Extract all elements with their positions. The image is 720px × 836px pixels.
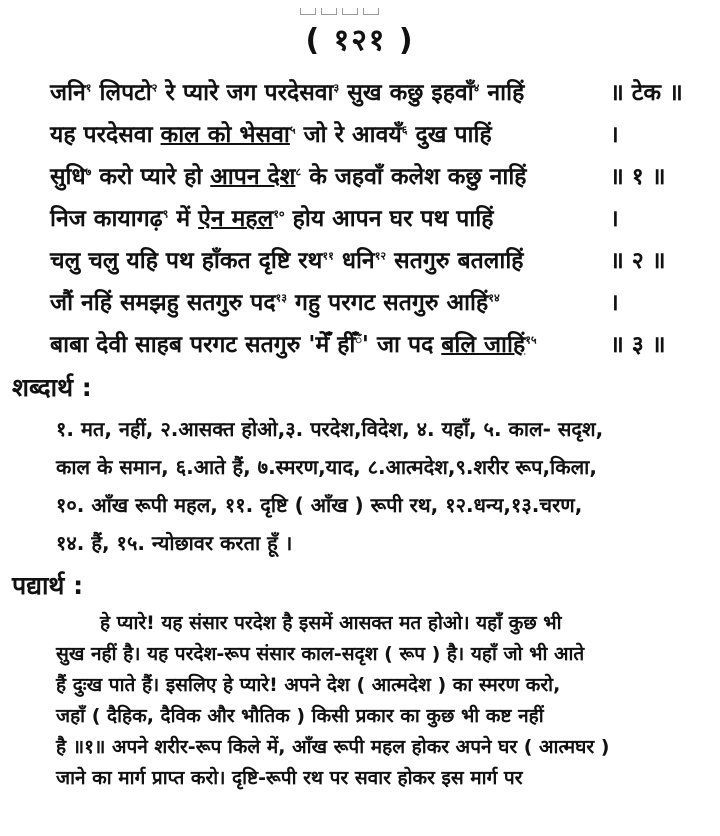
verse-line xyxy=(0,156,720,198)
verse-line xyxy=(0,240,720,282)
verse-end-mark: ॥ टेक ॥ xyxy=(610,80,683,106)
verse-block xyxy=(0,72,720,366)
gloss-line: काल के समान, ६.आते हैं, ७.स्मरण,याद, ८.आत्मदेश,९.शरीर रूप,किला, xyxy=(56,455,597,479)
verse-line xyxy=(0,324,720,366)
footnote-marker: ४ xyxy=(473,81,480,95)
page-number: ( १२१ ) xyxy=(305,23,415,58)
verse-end-mark: । xyxy=(610,122,619,148)
underlined-phrase: आपन देश xyxy=(210,164,296,190)
verse-end-mark: ॥ ३ ॥ xyxy=(610,332,666,358)
underlined-phrase: बलि जाहिं xyxy=(441,332,526,358)
verse-line xyxy=(0,114,720,156)
footnote-marker: १० xyxy=(273,207,285,221)
verse-line xyxy=(0,282,720,324)
underlined-phrase: ऐन महल xyxy=(198,206,274,232)
footnote-marker: ५ xyxy=(289,123,296,137)
meaning-line: है ॥१॥ अपने शरीर-रूप किले में, आँख रूपी महल होकर अपने घर ( आत्मघर ) xyxy=(56,736,610,758)
footnote-marker: २ xyxy=(151,81,158,95)
footnote-marker: १५ xyxy=(525,333,537,347)
verse-meaning xyxy=(56,608,706,794)
verse-end-mark: ॥ २ ॥ xyxy=(610,248,666,274)
verse-text: चलु चलु यहि पथ हाँकत दृष्टि रथ$^{११}$ धनि$^{१२}$ सतगुरु बतलाहिं xyxy=(50,248,524,274)
footnote-marker: १३ xyxy=(275,291,287,305)
verse-line xyxy=(0,72,720,114)
underlined-phrase: काल को भेसवा xyxy=(160,122,290,148)
verse-line xyxy=(0,198,720,240)
verse-text: जौं नहिं समझहु सतगुरु पद$^{१३}$ गहु परगट सतगुरु आहिं$^{१४}$ xyxy=(50,290,500,316)
meaning-line: सुख नहीं है। यह परदेश-रूप संसार काल-सदृश ( रूप ) है। यहाँ जो भी आते xyxy=(56,643,585,665)
footnote-marker: ६ xyxy=(401,123,408,137)
verse-end-mark: । xyxy=(610,290,619,316)
word-meanings xyxy=(56,410,706,562)
gloss-line: १. मत, नहीं, २.आसक्त होओ,३. परदेश,विदेश, ४. यहाँ, ५. काल- सदृश, xyxy=(56,417,604,441)
footnote-marker: ७ xyxy=(85,165,92,179)
gloss-line: १४. हैं, १५. न्योछावर करता हूँ । xyxy=(56,531,293,555)
padyarth-heading: पद्यार्थ : xyxy=(12,571,84,600)
footnote-marker: १ xyxy=(85,81,92,95)
footnote-marker: ३ xyxy=(333,81,340,95)
footnote-marker: ८ xyxy=(295,165,302,179)
footnote-marker: ९ xyxy=(162,207,169,221)
verse-end-mark: । xyxy=(610,206,619,232)
meaning-line: जाने का मार्ग प्राप्त करो। दृष्टि-रूपी रथ पर सवार होकर इस मार्ग पर xyxy=(56,767,523,789)
verse-text: निज कायागढ़$^९$ में ऐन महल$^{१०}$ होय आपन घर पथ पाहिं xyxy=(50,206,494,232)
footnote-marker: १२ xyxy=(374,249,387,263)
meaning-line: हे प्यारे! यह संसार परदेश है इसमें आसक्त मत होओ। यहाँ कुछ भी xyxy=(100,612,562,634)
meaning-line: जहाँ ( दैहिक, दैविक और भौतिक ) किसी प्रकार का कुछ भी कष्ट नहीं xyxy=(56,705,544,727)
verse-end-mark: ॥ १ ॥ xyxy=(610,164,666,190)
gloss-line: १०. आँख रूपी महल, ११. दृष्टि ( आँख ) रूपी रथ, १२.धन्य,१३.चरण, xyxy=(56,493,583,517)
verse-text: जनि$^१$ लिपटो$^२$ रे प्यारे जग परदेसवा$^३$ सुख कछु इहवाँ$^४$ नाहिं xyxy=(50,80,525,106)
footnote-marker: १४ xyxy=(488,291,500,305)
verse-text: सुधि$^७$ करो प्यारे हो आपन देश$^८$ के जहवाँ कलेश कछु नाहिं xyxy=(50,164,527,190)
verse-text: बाबा देवी साहब परगट सतगुरु 'मेँ हीँँ' जा पद बलि जाहिं$^{१५}$ xyxy=(50,332,537,358)
footnote-marker: ११ xyxy=(322,249,334,263)
meaning-line: हैं दुःख पाते हैं। इसलिए हे प्यारे! अपने देश ( आत्मदेश ) का स्मरण करो, xyxy=(56,674,561,696)
shabdarth-heading: शब्दार्थ : xyxy=(12,373,92,402)
verse-text: यह परदेसवा काल को भेसवा$^५$ जो रे आवयँ$^६$ दुख पाहिं xyxy=(50,122,492,148)
footnote-marker: ँ xyxy=(355,333,362,347)
top-cropped-marks xyxy=(300,0,400,8)
